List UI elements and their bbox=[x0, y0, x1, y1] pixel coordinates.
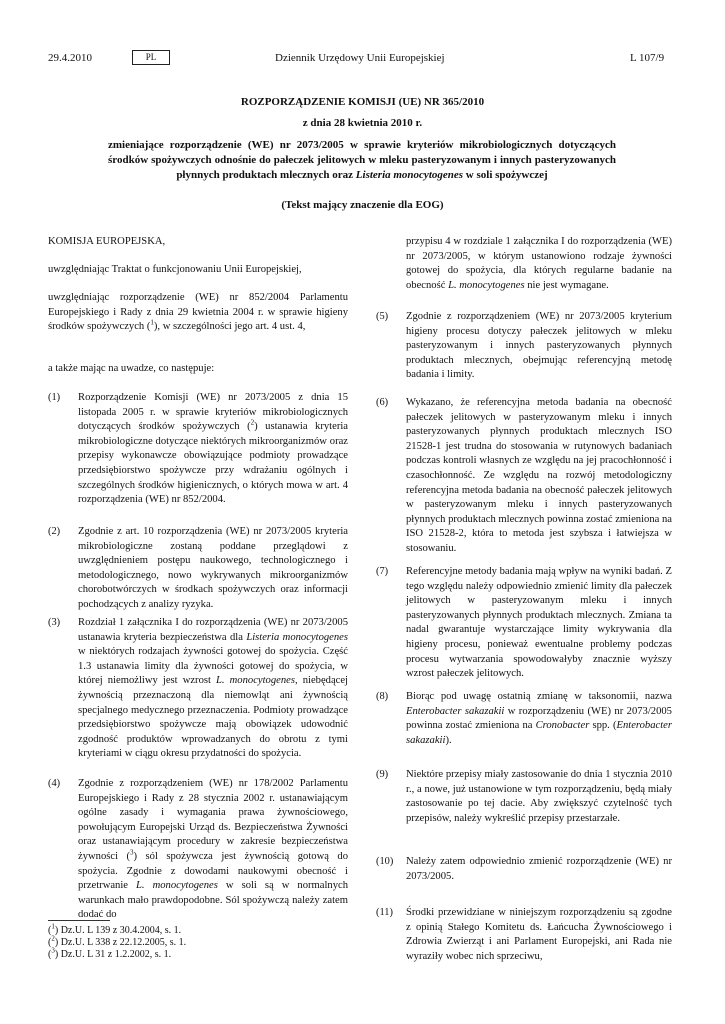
publication-date: 29.4.2010 bbox=[48, 52, 92, 64]
regulation-title: ROZPORZĄDZENIE KOMISJI (UE) NR 365/2010 bbox=[240, 96, 485, 108]
recital-number: (4) bbox=[48, 778, 61, 789]
recital-6: Wykazano, że referencyjna metoda badania na obecność pałeczek jelitowych w pasteryzowanym mleku i innych pasteryzowanych płynnych produktach mlecznych ISO 21528-1 jest trudna do stosowania w rutynowych badaniach podczas kontroli własnych ze względu na jej pracochłonność i czasochłonność. Ze względu na rozwój metodologiczny referencyjna metoda badania na obecność pałeczek jelitowych w pasteryzowanym mleku i innych pasteryzowanych płynnych produktach mlecznych powinna zostać zmieniona na ISO 21528-2, która to metoda jest szybsza i łatwiejsza w stosowaniu. bbox=[406, 397, 672, 554]
recital-number: (8) bbox=[376, 691, 389, 702]
preamble-whereas: a także mając na uwadze, co następuje: bbox=[48, 363, 215, 374]
recital-number: (9) bbox=[376, 769, 389, 780]
footnote-divider bbox=[48, 920, 110, 921]
recital-number: (11) bbox=[376, 907, 393, 918]
recital-number: (5) bbox=[376, 311, 389, 322]
recital-number: (6) bbox=[376, 397, 389, 408]
recital-number: (10) bbox=[376, 856, 394, 867]
recital-4: Zgodnie z rozporządzeniem (WE) nr 178/2002 Parlamentu Europejskiego i Rady z 28 stycznia 2002 r. ustanawiającym ogólne zasady i wymagania prawa żywnościowego, powołującym Europejski Urząd ds. Bezpieczeństwa Żywności oraz ustanawiającym procedury w zakresie bezpieczeństwa żywności ($^3$) sól spożywcza jest żywnością gotową do spożycia. Zgodnie z dowodami naukowymi obecność i przetrwanie L. monocytogenes w soli są w normalnych warunkach mało prawdopodobne. Sól spożywczą należy zatem dodać do bbox=[78, 778, 348, 921]
journal-name: Dziennik Urzędowy Unii Europejskiej bbox=[275, 52, 445, 64]
recital-1: Rozporządzenie Komisji (WE) nr 2073/2005 z dnia 15 listopada 2005 r. w sprawie kryteriów mikrobiologicznych dotyczących środków spożywczych ($^2$) ustanawia kryteria mikrobiologiczne dotyczące niektórych mikroorganizmów oraz przepisy wykonawcze obowiązujące podmioty prowadzące przedsiębiorstwo spożywcze przy wdrażaniu ogólnych i szczególnych środków higienicznych, o których mowa w art. 4 rozporządzenia (WE) nr 852/2004. bbox=[78, 392, 348, 506]
recital-2: Zgodnie z art. 10 rozporządzenia (WE) nr 2073/2005 kryteria mikrobiologiczne zostaną poddane przeglądowi z uwzględnieniem postępu naukowego, technologicznego i metodologicznego, nowo wykrywanych mikroorganizmów chorobotwórczych w środkach spożywczych oraz informacji pochodzących z analizy ryzyka. bbox=[78, 526, 348, 610]
recital-4-continued: przypisu 4 w rozdziale 1 załącznika I do rozporządzenia (WE) nr 2073/2005, w którym ustanowiono rodzaje żywności gotowej do spożycia, dla których regularne badanie na obecność L. monocytogenes nie jest wymagane. bbox=[406, 236, 672, 291]
preamble-treaty: uwzględniając Traktat o funkcjonowaniu Unii Europejskiej, bbox=[48, 264, 302, 275]
recital-9: Niektóre przepisy miały zastosowanie do dnia 1 stycznia 2010 r., a nowe, już ustanowione w tym rozporządzeniu, będą miały zastosowanie po tej dacie. Aby zwiększyć czytelność tych przepisów, należy wykreślić przepisy przestarzałe. bbox=[406, 769, 672, 824]
recital-number: (2) bbox=[48, 526, 61, 537]
recital-number: (7) bbox=[376, 566, 389, 577]
recital-11: Środki przewidziane w niniejszym rozporządzeniu są zgodne z opinią Stałego Komitetu ds. Łańcucha Żywnościowego i Zdrowia Zwierząt i ani Parlament Europejski, ani Rada nie wyraziły wobec nich sprzeciwu, bbox=[406, 907, 672, 962]
footnote-3: ($^3$) Dz.U. L 31 z 1.2.2002, s. 1. bbox=[48, 946, 172, 960]
preamble-commission: KOMISJA EUROPEJSKA, bbox=[48, 236, 166, 247]
recital-7: Referencyjne metody badania mają wpływ na wyniki badań. Z tego względu należy odpowiednio zmienić limity dla pałeczek jelitowych w pasteryzowanym mleku i innych pasteryzowanych płynnych produktach mlecznych. Zmiana ta nadal gwarantuje wystarczające limity wykrywania dla higieny procesu, ponieważ ewentualne problemy podczas procesu wytwarzania spowodowałyby znacznie wyższy wzrost pałeczek jelitowych. bbox=[406, 566, 672, 680]
recital-5: Zgodnie z rozporządzeniem (WE) nr 2073/2005 kryterium higieny procesu dotyczy pałeczek jelitowych w mleku pasteryzowanym i innych pasteryzowanych płynnych produktach mlecznych, obejmując referencyjną metodę badania i limity. bbox=[406, 311, 672, 381]
language-badge: PL bbox=[132, 50, 170, 65]
recital-3: Rozdział 1 załącznika I do rozporządzenia (WE) nr 2073/2005 ustanawia kryteria bezpieczeństwa dla Listeria monocytogenes w niektórych rodzajach żywności gotowej do spożycia. Część 1.3 ustanawia limity dla żywności gotowej do spożycia, w której niemożliwy jest wzrost L. monocytogenes, niebędącej żywnością przeznaczoną dla niemowląt ani żywnością specjalnego medycznego przeznaczenia. Podmioty prowadzące przedsiębiorstwo spożywcze mają obowiązek udowodnić zgodność produktów wprowadzanych do obrotu z tymi kryteriami w ciągu okresu przydatności do spożycia. bbox=[78, 617, 348, 760]
footnote-2: ($^2$) Dz.U. L 338 z 22.12.2005, s. 1. bbox=[48, 934, 187, 948]
eea-relevance: (Tekst mający znaczenie dla EOG) bbox=[281, 199, 444, 211]
recital-8: Biorąc pod uwagę ostatnią zmianę w taksonomii, nazwa Enterobacter sakazakii w rozporządzeniu (WE) nr 2073/2005 powinna zostać zmieniona na Cronobacter spp. (Enterobacter sakazakii). bbox=[406, 691, 672, 746]
regulation-subtitle: zmieniające rozporządzenie (WE) nr 2073/2005 w sprawie kryteriów mikrobiologicznych dotyczących środków spożywczych odnośnie do pałeczek jelitowych w mleku pasteryzowanym i innych pasteryzowanych płynnych produktach mlecznych oraz Listeria monocytogenes w soli spożywczej bbox=[108, 139, 616, 181]
recital-10: Należy zatem odpowiednio zmienić rozporządzenie (WE) nr 2073/2005. bbox=[406, 856, 672, 882]
recital-number: (3) bbox=[48, 617, 61, 628]
preamble-regulation: uwzględniając rozporządzenie (WE) nr 852/2004 Parlamentu Europejskiego i Rady z dnia 29 kwietnia 2004 r. w sprawie higieny środków spożywczych ($^1$), w szczególności jego art. 4 ust. 4, bbox=[48, 292, 348, 333]
regulation-date: z dnia 28 kwietnia 2010 r. bbox=[302, 117, 423, 129]
recital-number: (1) bbox=[48, 392, 61, 403]
page-reference: L 107/9 bbox=[630, 52, 665, 64]
footnote-1: ($^1$) Dz.U. L 139 z 30.4.2004, s. 1. bbox=[48, 922, 182, 936]
